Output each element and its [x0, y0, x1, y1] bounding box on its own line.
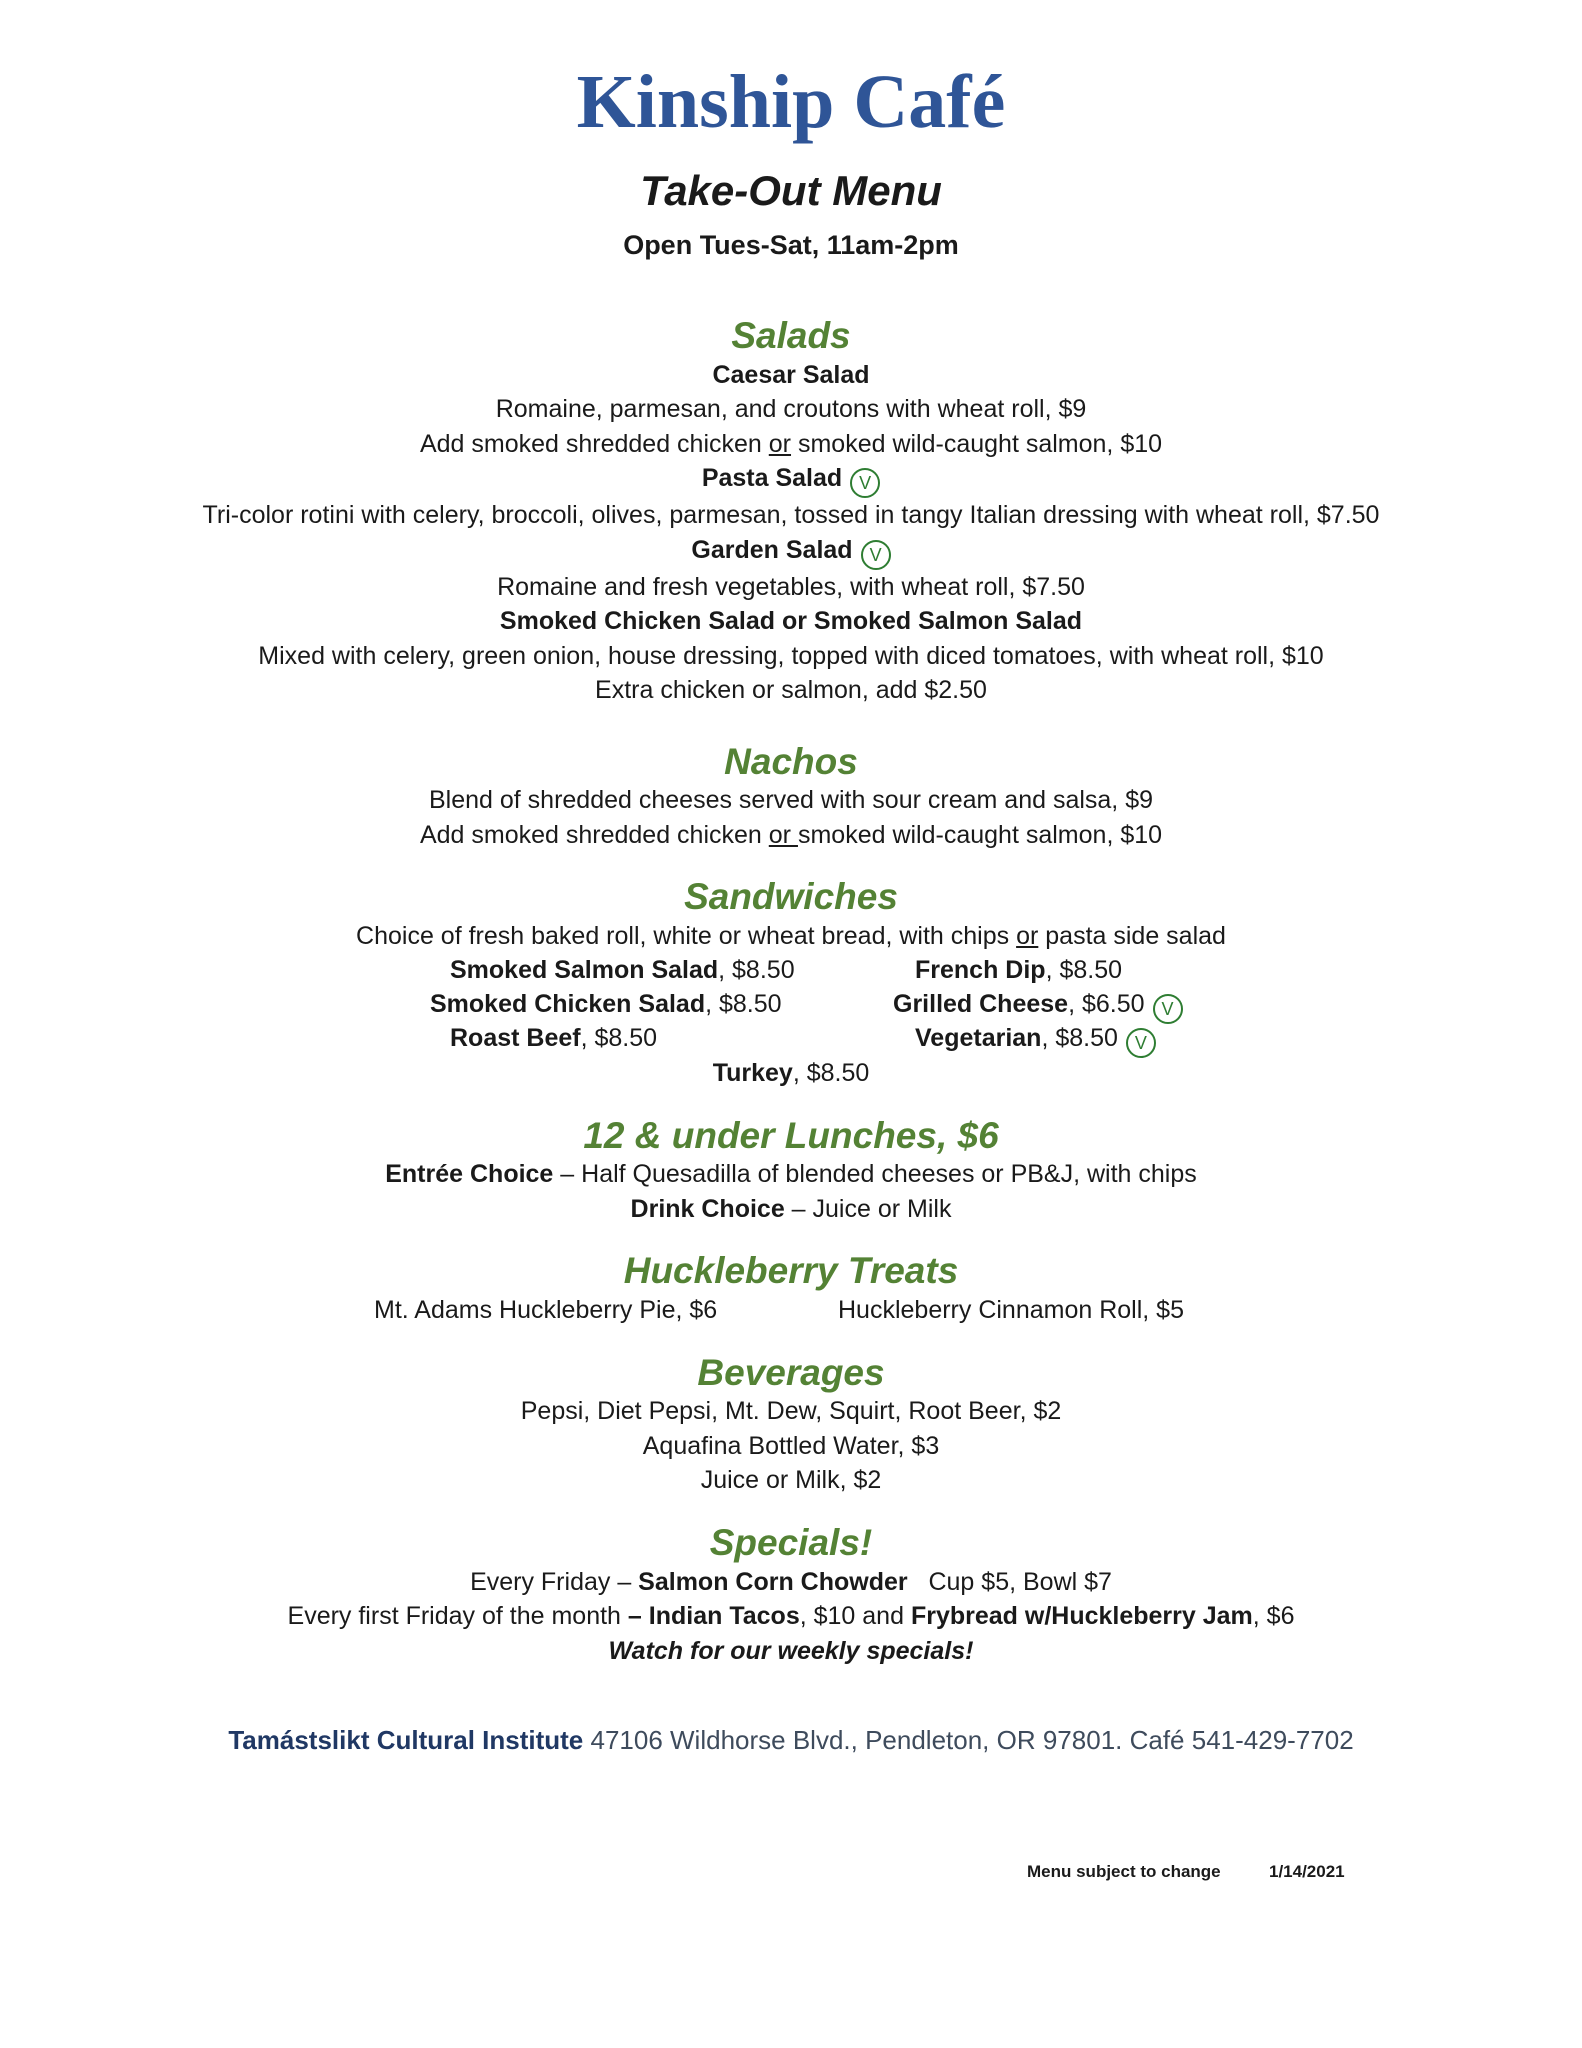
page-subtitle: Take-Out Menu — [640, 167, 942, 214]
opening-hours: Open Tues-Sat, 11am-2pm — [623, 230, 959, 261]
menu-date: 1/14/2021 — [1269, 1862, 1345, 1881]
sandwich-item — [450, 953, 795, 988]
sandwich-item — [893, 987, 1183, 1024]
special-item: – Indian Tacos — [627, 1602, 800, 1631]
sandwich-price: , $8.50 — [792, 1059, 870, 1088]
vegetarian-icon: V — [861, 540, 891, 570]
sandwiches-heading: Sandwiches — [684, 876, 898, 918]
garden-salad-name: Garden Salad — [691, 535, 853, 564]
kids-drink — [0, 1192, 1582, 1227]
treats-row — [0, 1293, 1582, 1328]
menu-change-note: Menu subject to change — [1027, 1862, 1221, 1881]
salads-section — [0, 315, 1582, 708]
vegetarian-icon: V — [1153, 994, 1183, 1024]
smoked-salad-extra: Extra chicken or salmon, add $2.50 — [595, 676, 987, 705]
first-friday-special — [0, 1599, 1582, 1634]
sandwich-name: Turkey — [712, 1059, 793, 1088]
garden-salad-desc: Romaine and fresh vegetables, with wheat roll, $7.50 — [497, 572, 1085, 601]
treat-item: Mt. Adams Huckleberry Pie, $6 — [374, 1295, 718, 1324]
beverage-line: Aquafina Bottled Water, $3 — [642, 1431, 940, 1460]
sandwich-price: , $8.50 — [705, 990, 782, 1019]
addon-text: smoked wild-caught salmon, $10 — [797, 820, 1163, 849]
beverage-line: Juice or Milk, $2 — [700, 1466, 882, 1495]
garden-salad-row — [0, 533, 1582, 570]
nachos-section — [0, 741, 1582, 853]
sandwich-name: Grilled Cheese — [893, 990, 1069, 1019]
sandwich-price: , $8.50 — [1041, 1024, 1118, 1053]
sandwich-name: Vegetarian — [915, 1024, 1042, 1053]
addon-text: Add smoked shredded chicken — [419, 820, 769, 849]
intro-text: Choice of fresh baked roll, white or wheat bread, with chips — [356, 921, 1017, 950]
sandwich-price: , $8.50 — [580, 1024, 658, 1053]
addon-text: Add smoked shredded chicken — [419, 429, 769, 458]
sandwich-item — [0, 1056, 1582, 1091]
treat-item: Huckleberry Cinnamon Roll, $5 — [838, 1295, 1184, 1324]
addon-text: smoked wild-caught salmon, $10 — [791, 429, 1163, 458]
caesar-salad-desc: Romaine, parmesan, and croutons with wheat roll, $9 — [495, 395, 1087, 424]
friday-special — [0, 1565, 1582, 1600]
specials-heading: Specials! — [709, 1521, 873, 1563]
entree-label: Entrée Choice — [385, 1160, 554, 1189]
special-text: , $6 — [1252, 1602, 1295, 1631]
kids-entree — [0, 1157, 1582, 1192]
sandwich-name: Smoked Salmon Salad — [450, 956, 719, 985]
special-text: Cup $5, Bowl $7 — [907, 1567, 1112, 1596]
beverages-heading: Beverages — [697, 1351, 885, 1393]
smoked-salad-desc: Mixed with celery, green onion, house dressing, topped with diced tomatoes, with wheat roll, $10 — [258, 641, 1324, 670]
special-text: Every first Friday of the month — [287, 1602, 628, 1631]
treats-heading: Huckleberry Treats — [623, 1250, 959, 1292]
entree-text: – Half Quesadilla of blended cheeses or PB&J, with chips — [553, 1160, 1197, 1189]
pasta-salad-row — [0, 461, 1582, 498]
caesar-salad-addon — [0, 427, 1582, 462]
pasta-salad-desc: Tri-color rotini with celery, broccoli, olives, parmesan, tossed in tangy Italian dressing with wheat roll, $7.50 — [202, 501, 1380, 530]
kids-lunch-section — [0, 1115, 1582, 1227]
sandwich-name: Roast Beef — [450, 1024, 581, 1053]
addon-or: or — [768, 429, 792, 458]
weekly-specials-note: Watch for our weekly specials! — [608, 1636, 974, 1665]
sandwich-name: Smoked Chicken Salad — [430, 990, 706, 1019]
sandwich-item — [430, 987, 782, 1022]
smoked-salad-name: Smoked Chicken Salad or Smoked Salmon Salad — [499, 607, 1083, 636]
sandwich-name: French Dip — [915, 956, 1046, 985]
special-text: , $10 and — [799, 1602, 911, 1631]
special-item: Frybread w/Huckleberry Jam — [910, 1602, 1253, 1631]
sandwich-price: , $8.50 — [1045, 956, 1123, 985]
beverages-section — [0, 1352, 1582, 1498]
addon-or: or — [768, 820, 798, 849]
intro-text: pasta side salad — [1038, 921, 1226, 950]
specials-section — [0, 1522, 1582, 1668]
nachos-heading: Nachos — [724, 740, 858, 782]
intro-or: or — [1016, 921, 1039, 950]
salads-heading: Salads — [731, 315, 851, 357]
sandwiches-section — [0, 876, 1582, 1091]
kids-lunch-heading: 12 & under Lunches, $6 — [583, 1114, 999, 1156]
footer-address — [0, 1725, 1582, 1756]
caesar-salad-name: Caesar Salad — [712, 360, 870, 389]
nachos-desc: Blend of shredded cheeses served with sour cream and salsa, $9 — [428, 786, 1154, 815]
institute-name: Tamástslikt Cultural Institute — [228, 1725, 584, 1756]
sandwich-price: , $8.50 — [718, 956, 795, 985]
sandwich-item — [915, 953, 1122, 988]
sandwich-price: , $6.50 — [1068, 990, 1145, 1019]
sandwich-grid — [0, 953, 1582, 1056]
sandwich-item — [450, 1021, 657, 1056]
special-text: Every Friday – — [470, 1567, 639, 1596]
sandwich-item — [915, 1021, 1156, 1058]
vegetarian-icon: V — [1126, 1028, 1156, 1058]
page-title: Kinship Café — [576, 60, 1006, 144]
drink-label: Drink Choice — [630, 1194, 785, 1223]
drink-text: – Juice or Milk — [784, 1194, 952, 1223]
pasta-salad-name: Pasta Salad — [701, 464, 843, 493]
beverage-line: Pepsi, Diet Pepsi, Mt. Dew, Squirt, Root Beer, $2 — [520, 1397, 1062, 1426]
special-item: Salmon Corn Chowder — [638, 1567, 908, 1596]
treats-section — [0, 1250, 1582, 1328]
address-text: 47106 Wildhorse Blvd., Pendleton, OR 97801. Café 541-429-7702 — [583, 1725, 1354, 1756]
sandwiches-intro — [0, 919, 1582, 954]
vegetarian-icon: V — [850, 468, 880, 498]
nachos-addon — [0, 818, 1582, 853]
